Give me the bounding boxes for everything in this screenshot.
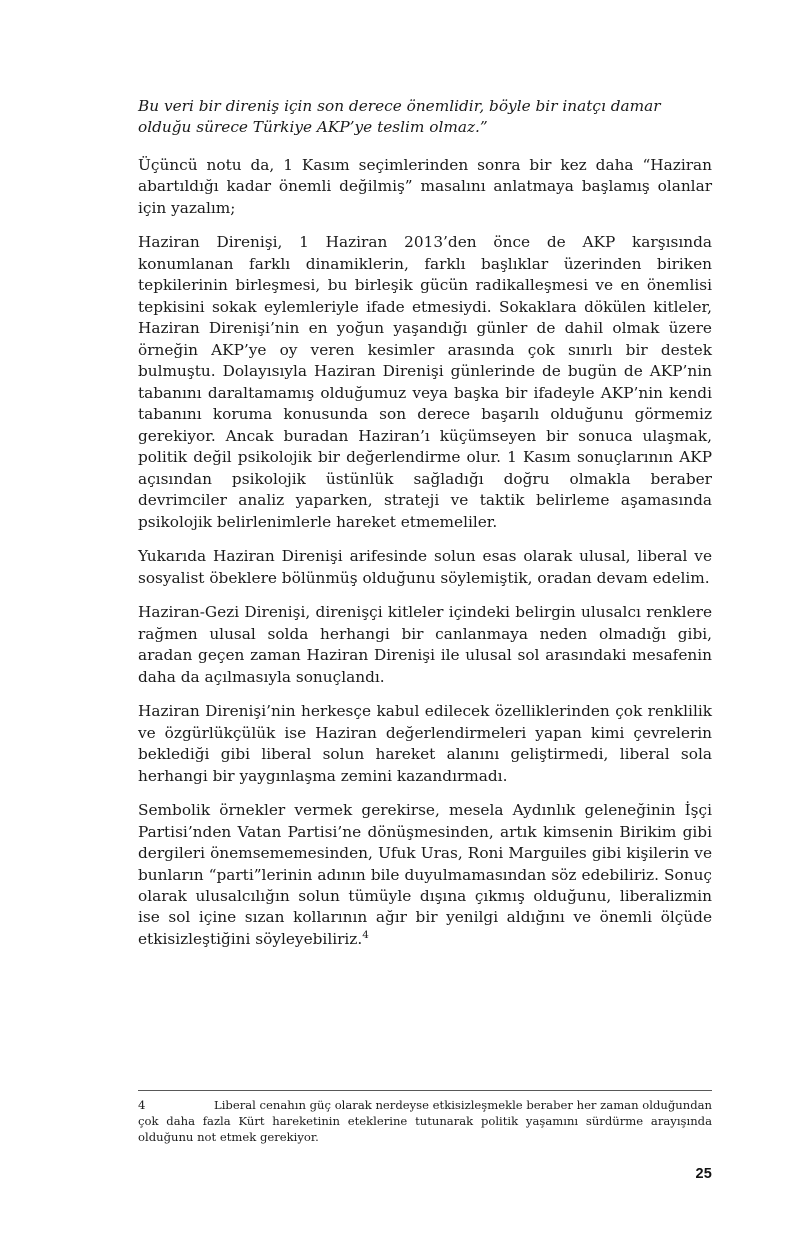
page-number: 25 [695,1166,712,1182]
paragraph-6-text: Sembolik örnekler vermek gerekirse, mesela Aydınlık geleneğinin İşçi Partisi’nden Vatan Partisi’ne dönüşmesinden, artık kimsenin Birikim gibi dergileri önemsememesinden, Ufuk Uras, Roni Marguiles gibi kişilerin ve bunların “parti”lerinin adının bile duyulmamasından söz edebiliriz. Sonuç olarak ulusalcılığın solun tümüyle dışına çıkmış olduğunu, liberalizmin ise sol içine sızan kollarının ağır bir yenilgi aldığını ve önemli ölçüde etkisizleştiğini söyleyebiliriz. [138,801,712,948]
paragraph-4: Haziran-Gezi Direnişi, direnişçi kitleler içindeki belirgin ulusalcı renklere rağmen ulusal solda herhangi bir canlanmaya neden olmadığı gibi, aradan geçen zaman Haziran Direnişi ile ulusal sol arasındaki mesafenin daha da açılmasıyla sonuçlandı. [138,603,712,686]
paragraph-2: Haziran Direnişi, 1 Haziran 2013’den önce de AKP karşısında konumlanan farklı dinamiklerin, farklı başlıklar üzerinden biriken tepkilerinin birleşmesi, bu birleşik gücün radikalleşmesi ve en önemlisi tepkisini sokak eylemleriyle ifade etmesiydi. Sokaklara dökülen kitleler, Haziran Direnişi’nin en yoğun yaşandığı günler de dahil olmak üzere örneğin AKP’ye oy veren kesimler arasında çok sınırlı bir destek bulmuştu. Dolayısıyla Haziran Direnişi günlerinde de bugün de AKP’nin tabanını daraltamamış olduğumuz veya başka bir ifadeyle AKP’nin kendi tabanını koruma konusunda son derece başarılı olduğunu görmemiz gerekiyor. Ancak buradan Haziran’ı küçümseyen bir sonuca ulaşmak, politik değil psikolojik bir değerlendirme olur. 1 Kasım sonuçlarının AKP açısından psikolojik üstünlük sağladığı doğru olmakla beraber devrimciler analiz yaparken, strateji ve taktik belirleme aşamasında psikolojik belirlenimlerle hareket etmemeliler. [138,233,712,531]
body-text-column [138,96,712,963]
paragraph-6 [138,800,712,950]
footnote-separator-rule [138,1090,712,1091]
paragraph-5: Haziran Direnişi’nin herkesçe kabul edilecek özelliklerinden çok renklilik ve özgürlükçülük ise Haziran değerlendirmeleri yapan kimi çevrelerin beklediği gibi liberal solun hareket alanını geliştirmedi, liberal sola herhangi bir yaygınlaşma zemini kazandırmadı. [138,702,712,785]
footnote-text: Liberal cenahın güç olarak nerdeyse etkisizleşmekle beraber her zaman olduğundan çok daha fazla Kürt hareketinin eteklerine tutunarak politik yaşamını sürdürme arayışında olduğunu not etmek gerekiyor. [138,1098,712,1144]
footnote-area [138,1090,712,1146]
paragraph-1: Üçüncü notu da, 1 Kasım seçimlerinden sonra bir kez daha “Haziran abartıldığı kadar önemli değilmiş” masalını anlatmaya başlamış olanlar için yazalım; [138,155,712,217]
epigraph-quote: Bu veri bir direniş için son derece önemlidir, böyle bir inatçı damar olduğu sürece Türkiye AKP’ye teslim olmaz.” [138,97,661,137]
footnote-reference-marker: 4 [362,928,369,941]
footnote-number: 4 [138,1098,146,1112]
paragraph-3: Yukarıda Haziran Direnişi arifesinde solun esas olarak ulusal, liberal ve sosyalist öbeklere bölünmüş olduğunu söylemiştik, oradan devam edelim. [138,547,712,587]
footnote-item [138,1098,712,1146]
